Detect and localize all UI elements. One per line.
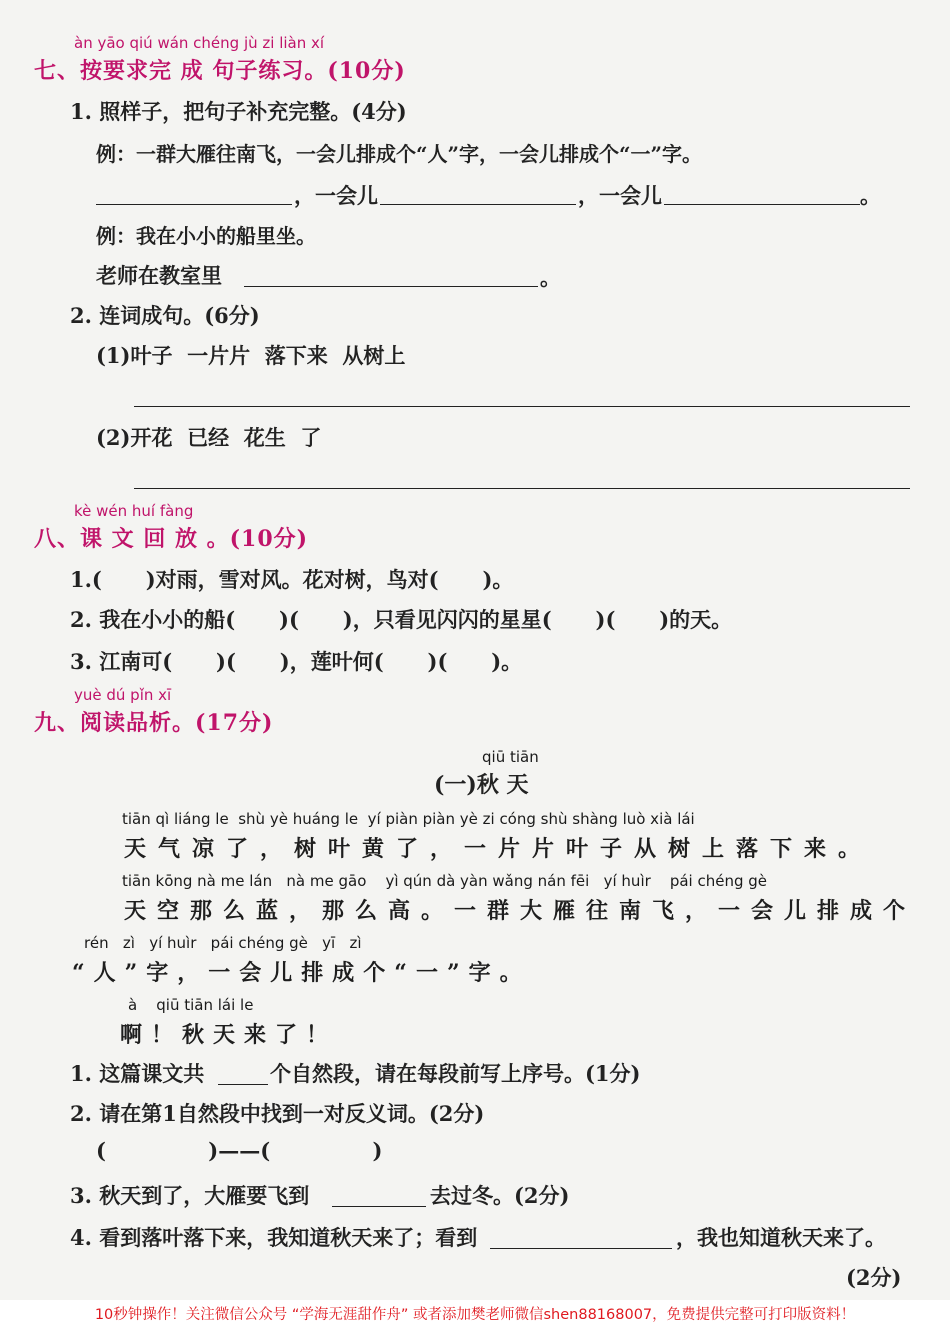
s7-q1-line2-end: 。 (540, 265, 561, 290)
s7-q1-sep1: ，一会儿 (294, 183, 378, 208)
answer-line (134, 488, 910, 489)
s8-q2: 2. 我在小小的船( )( )，只看见闪闪的星星( )( )的天。 (70, 607, 733, 632)
s9-q4-score: (2分) (846, 1265, 902, 1290)
answer-line (490, 1248, 672, 1249)
answer-line (380, 204, 576, 205)
passage-p3-pinyin: rén zì yí huìr pái chéng gè yī zì (84, 934, 362, 952)
s7-q1-line2-prefix: 老师在教室里 (96, 263, 222, 288)
s8-q1: 1.( )对雨，雪对风。花对树，鸟对( )。 (70, 567, 514, 592)
answer-line (332, 1206, 426, 1207)
footer-banner: 10秒钟操作！关注微信公众号 “学海无涯甜作舟” 或者添加樊老师微信shen88168007，免费提供完整可打印版资料！ (0, 1300, 950, 1331)
section7-title: 七、按要求完 成 句子练习。(10分) (34, 58, 406, 84)
s9-q3-b: 去过冬。(2分) (430, 1183, 570, 1208)
section9-pinyin: yuè dú pǐn xī (74, 686, 172, 704)
passage-p1: 天气凉了，树叶黄了，一片片叶子从树上落下来。 (124, 836, 873, 862)
passage-p4: 啊！秋天来了！ (120, 1022, 338, 1048)
answer-line (244, 286, 538, 287)
section8-pinyin: kè wén huí fàng (74, 502, 194, 520)
s7-q1-example2: 例：我在小小的船里坐。 (96, 224, 316, 248)
s8-q3: 3. 江南可( )( )，莲叶何( )( )。 (70, 649, 523, 674)
passage-p2-pinyin: tiān kōng nà me lán nà me gāo yì qún dà yàn wǎng nán fēi yí huìr pái chéng gè (122, 872, 768, 890)
answer-line (664, 204, 860, 205)
s7-q2-prompt: 2. 连词成句。(6分) (70, 303, 260, 328)
section7-pinyin: àn yāo qiú wán chéng jù zi liàn xí (74, 34, 325, 52)
section9-title: 九、阅读品析。(17分) (34, 710, 274, 736)
s9-q1-b: 个自然段，请在每段前写上序号。(1分) (270, 1061, 641, 1086)
s9-q4-a: 4. 看到落叶落下来，我知道秋天来了；看到 (70, 1225, 478, 1250)
section8-title: 八、课 文 回 放 。(10分) (34, 526, 309, 552)
passage-title: (一)秋 天 (434, 772, 529, 798)
s9-q3-a: 3. 秋天到了，大雁要飞到 (70, 1183, 310, 1208)
answer-line (218, 1084, 268, 1085)
s7-q1-sep2: ，一会儿 (578, 183, 662, 208)
s7-q1-prompt: 1. 照样子，把句子补充完整。(4分) (70, 99, 407, 124)
s7-q2-item1: (1)叶子 一片片 落下来 从树上 (96, 343, 406, 368)
passage-p2: 天空那么蓝，那么高。一群大雁往南飞，一会儿排成个 (124, 898, 917, 924)
s7-q2-item2: (2)开花 已经 花生 了 (96, 425, 322, 450)
s9-q1-a: 1. 这篇课文共 (70, 1061, 205, 1086)
s9-q4-b: ，我也知道秋天来了。 (676, 1225, 886, 1250)
answer-line (96, 204, 292, 205)
passage-title-pinyin: qiū tiān (482, 748, 539, 766)
s9-q2-answer: ( )——( ) (96, 1138, 383, 1163)
s7-q1-example1: 例：一群大雁往南飞，一会儿排成个“人”字，一会儿排成个“一”字。 (96, 142, 703, 166)
passage-p3: “人”字，一会儿排成个“一”字。 (72, 960, 531, 986)
passage-p1-pinyin: tiān qì liáng le shù yè huáng le yí piàn piàn yè zi cóng shù shàng luò xià lái (122, 810, 695, 828)
answer-line (134, 406, 910, 407)
s9-q2: 2. 请在第1自然段中找到一对反义词。(2分) (70, 1101, 485, 1126)
s7-q1-end: 。 (860, 183, 881, 208)
passage-p4-pinyin: à qiū tiān lái le (128, 996, 254, 1014)
